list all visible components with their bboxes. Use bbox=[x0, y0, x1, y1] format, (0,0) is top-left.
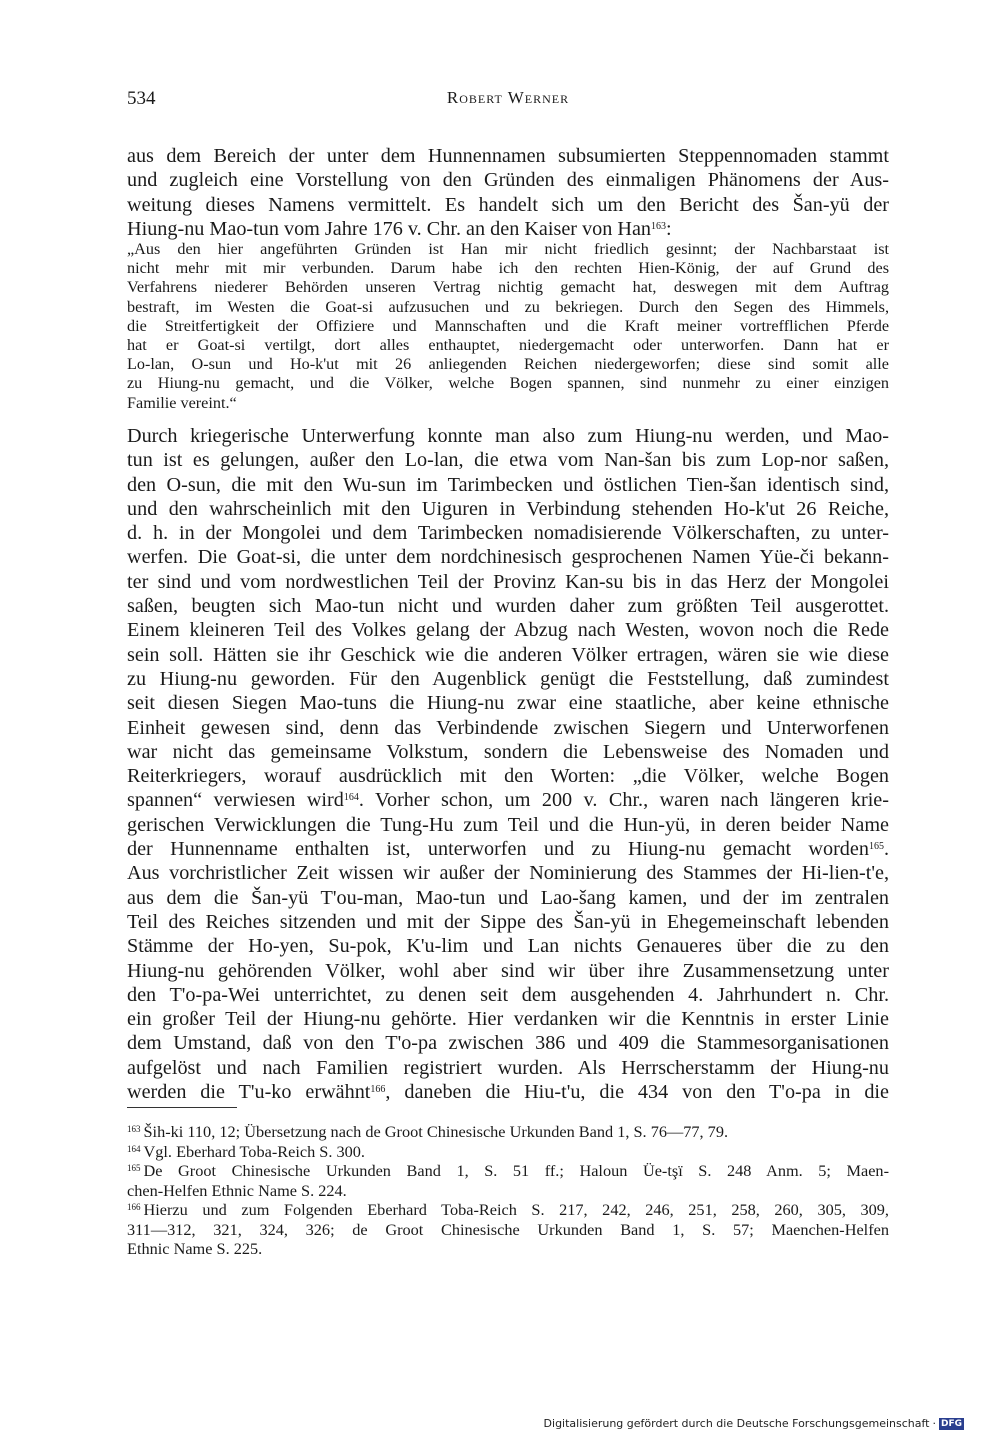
footnote-line bbox=[127, 1142, 889, 1162]
text-line bbox=[127, 886, 889, 910]
line-text: und zugleich eine Vorstellung von den Gründen des einmaligen Phänomens der Aus- bbox=[127, 169, 889, 192]
quote-line: nicht mehr mit mir verbunden. Darum habe ich den rechten Hien-König, der auf Grund des bbox=[127, 259, 889, 278]
page-footer bbox=[544, 1417, 964, 1430]
line-text: aus dem die Šan-yü T'ou-man, Mao-tun und Lao-šang kamen, und der im zentralen bbox=[127, 886, 889, 909]
line-text: den O-sun, die mit den Wu-sun im Tarimbecken und östlichen Tien-šan identisch sind, bbox=[127, 473, 889, 496]
intro-paragraph bbox=[127, 144, 889, 241]
text-line bbox=[127, 740, 889, 764]
line-text: Hiung-nu gehörenden Völker, wohl aber sind wir über ihre Zusammensetzung unter bbox=[127, 959, 889, 982]
footnote-number: 164 bbox=[127, 1143, 141, 1154]
line-text: : bbox=[666, 217, 672, 240]
text-line bbox=[127, 813, 889, 837]
line-text: Einheit gewesen sind, denn das Verbindende zwischen Siegern und Unterworfenen bbox=[127, 716, 889, 739]
line-text: weitung dieses Namens vermittelt. Es handelt sich um den Bericht des Šan-yü der bbox=[127, 193, 889, 216]
text-line bbox=[127, 910, 889, 934]
text-line bbox=[127, 570, 889, 594]
text-line bbox=[127, 691, 889, 715]
line-text: sein soll. Hätten sie ihr Geschick wie die anderen Völker ertragen, wären sie wie diese bbox=[127, 643, 889, 666]
text-line bbox=[127, 934, 889, 958]
footnote-text: chen-Helfen Ethnic Name S. 224. bbox=[127, 1180, 347, 1200]
line-text: den T'o-pa-Wei unterrichtet, zu denen seit dem ausgehenden 4. Jahrhundert n. Chr. bbox=[127, 983, 889, 1006]
text-line bbox=[127, 193, 889, 217]
line-text: der Hunnenname enthalten ist, unterworfen und zu Hiung-nu gemacht worden bbox=[127, 838, 869, 861]
footnote-text: 311—312, 321, 324, 326; de Groot Chinesische Urkunden Band 1, S. 57; Maenchen-Helfen bbox=[127, 1219, 889, 1239]
text-line bbox=[127, 861, 889, 885]
line-text: und den wahrscheinlich mit den Uiguren in Verbindung stehenden Ho-k'ut 26 Reiche, bbox=[127, 497, 889, 520]
line-text: seit diesen Siegen Mao-tuns die Hiung-nu zwar eine staatliche, aber keine ethnische bbox=[127, 692, 889, 715]
line-text: . bbox=[883, 838, 889, 861]
quote-line: bestraft, im Westen die Goat-si aufzusuchen und zu bekriegen. Durch den Segen des Himmels, bbox=[127, 297, 889, 316]
text-line bbox=[127, 618, 889, 642]
text-line bbox=[127, 1007, 889, 1031]
dfg-logo-icon: DFG bbox=[940, 1418, 962, 1429]
quote-line: zu Hiung-nu gemacht, und die Völker, welche Bogen spannen, sind nunmehr zu einer einzigen bbox=[127, 374, 889, 393]
footnote-text: Ših-ki 110, 12; Übersetzung nach de Groot Chinesische Urkunden Band 1, S. 76—77, 79. bbox=[143, 1122, 729, 1141]
line-text: Einem kleineren Teil des Volkes gelang der Abzug nach Westen, wovon noch die Rede bbox=[127, 619, 889, 642]
footnote-line bbox=[127, 1181, 889, 1201]
footnote-line bbox=[127, 1122, 889, 1142]
footer-separator: · bbox=[932, 1417, 936, 1430]
line-text: gerischen Verwicklungen die Tung-Hu zum Teil und die Hun-yü, in deren beider Name bbox=[127, 813, 889, 836]
footnotes bbox=[127, 1122, 889, 1259]
line-text: Hiung-nu Mao-tun vom Jahre 176 v. Chr. an den Kaiser von Han bbox=[127, 217, 652, 240]
text-line bbox=[127, 448, 889, 472]
line-text: aus dem Bereich der unter dem Hunnennamen subsumierten Steppennomaden stammt bbox=[127, 145, 889, 167]
line-text: Stämme der Ho-yen, Su-pok, K'u-lim und Lan nichts Genaueres über die zu den bbox=[127, 935, 889, 958]
line-text: dem Umstand, daß von den T'o-pa zwischen 386 und 409 die Stammesorganisationen bbox=[127, 1032, 889, 1055]
text-line bbox=[127, 643, 889, 667]
line-text: spannen“ verwiesen wird bbox=[127, 789, 344, 812]
footnote-divider bbox=[127, 1107, 237, 1108]
footnote-text: Hierzu und zum Folgenden Eberhard Toba-Reich S. 217, 242, 246, 251, 258, 260, 305, 309, bbox=[143, 1200, 889, 1219]
quote-line: Verfahrens niederer Behörden unseren Vertrag nichtig gemacht hat, deswegen mit dem Auftrag bbox=[127, 278, 889, 297]
line-text: , daneben die Hiu-t'u, die 434 von den T'o-pa in die bbox=[385, 1081, 889, 1104]
text-line bbox=[127, 764, 889, 788]
footnote-ref: 164 bbox=[343, 792, 359, 804]
line-text: zu Hiung-nu geworden. Für den Augenblick genügt die Feststellung, daß zumindest bbox=[127, 667, 889, 690]
footnote-text: De Groot Chinesische Urkunden Band 1, S. 51 ff.; Haloun Üe-tşï S. 248 Anm. 5; Maen- bbox=[143, 1161, 889, 1180]
text-line bbox=[127, 545, 889, 569]
quote-line: Lo-lan, O-sun und Ho-k'ut mit 26 anliegenden Reichen niedergeworfen; diese sind somit alle bbox=[127, 355, 889, 374]
line-text: werfen. Die Goat-si, die unter dem nordchinesisch gesprochenen Namen Yüe-či bekann- bbox=[127, 546, 889, 569]
text-line bbox=[127, 716, 889, 740]
text-line bbox=[127, 983, 889, 1007]
line-text: war nicht das gemeinsame Volkstum, sondern die Lebensweise des Nomaden und bbox=[127, 740, 889, 763]
footnote-ref: 163 bbox=[651, 220, 667, 232]
footnote-text: Ethnic Name S. 225. bbox=[127, 1239, 263, 1258]
line-text: Aus vorchristlicher Zeit wissen wir außer der Nominierung des Stammes der Hi-lien-t'e, bbox=[127, 862, 889, 885]
line-text: werden die T'u-ko erwähnt bbox=[127, 1081, 371, 1104]
text-line bbox=[127, 144, 889, 168]
running-head: Robert Werner bbox=[446, 88, 570, 107]
line-text: ein großer Teil der Hiung-nu gehörte. Hier verdanken wir die Kenntnis in erster Linie bbox=[127, 1008, 889, 1031]
footnote-number: 165 bbox=[127, 1163, 141, 1173]
text-line bbox=[127, 217, 889, 241]
footnote-line bbox=[127, 1161, 889, 1181]
footnote-line bbox=[127, 1239, 889, 1259]
footer-credit: Digitalisierung gefördert durch die Deutsche Forschungsgemeinschaft bbox=[543, 1417, 930, 1430]
text-line bbox=[127, 594, 889, 618]
block-quote bbox=[127, 240, 889, 413]
page-header bbox=[127, 88, 889, 118]
line-text: Reiterkriegers, worauf ausdrücklich mit den Worten: „die Völker, welche Bogen bbox=[127, 765, 889, 788]
footnote-number: 166 bbox=[127, 1202, 141, 1212]
footnote-number: 163 bbox=[127, 1124, 141, 1134]
quote-line: die Streitfertigkeit der Offiziere und Mannschaften und die Kraft meiner vortrefflichen Pferde bbox=[127, 316, 889, 335]
page-number: 534 bbox=[127, 88, 156, 109]
text-line bbox=[127, 521, 889, 545]
line-text: ter sind und vom nordwestlichen Teil der Provinz Kan-su bis in das Herz der Mongolei bbox=[127, 570, 889, 593]
text-line bbox=[127, 788, 889, 812]
text-line bbox=[127, 1056, 889, 1080]
line-text: saßen, beugten sich Mao-tun nicht und wurden daher zum größten Teil ausgerottet. bbox=[127, 595, 889, 618]
quote-line: Familie vereint.“ bbox=[127, 393, 237, 412]
text-line bbox=[127, 1080, 889, 1104]
text-line bbox=[127, 497, 889, 521]
footnote-ref: 166 bbox=[370, 1084, 386, 1096]
footnote-ref: 165 bbox=[868, 841, 884, 853]
main-paragraph bbox=[127, 424, 889, 1104]
line-text: d. h. in der Mongolei und dem Tarimbecken nomadisierende Völkerschaften, zu unter- bbox=[127, 522, 889, 545]
line-text: tun ist es gelungen, außer den Lo-lan, die etwa vom Nan-šan bis zum Lop-nor saßen, bbox=[127, 449, 889, 472]
text-line bbox=[127, 424, 889, 448]
footnote-line bbox=[127, 1200, 889, 1220]
footnote-line bbox=[127, 1220, 889, 1240]
line-text: aufgelöst und nach Familien registriert wurden. Als Herrscherstamm der Hiung-nu bbox=[127, 1056, 889, 1079]
text-line bbox=[127, 959, 889, 983]
text-line bbox=[127, 473, 889, 497]
line-text: Teil des Reiches sitzenden und mit der Sippe des Šan-yü in Ehegemeinschaft lebenden bbox=[127, 910, 889, 933]
text-line bbox=[127, 168, 889, 192]
text-line bbox=[127, 1031, 889, 1055]
line-text: Durch kriegerische Unterwerfung konnte man also zum Hiung-nu werden, und Mao- bbox=[127, 425, 889, 447]
quote-line: hat er Goat-si vertilgt, dort alles enthauptet, niedergemacht oder unterworfen. Dann hat er bbox=[127, 335, 889, 354]
quote-line: „Aus den hier angeführten Gründen ist Han mir nicht friedlich gesinnt; der Nachbarstaat ist bbox=[127, 240, 889, 258]
footnote-text: Vgl. Eberhard Toba-Reich S. 300. bbox=[143, 1141, 365, 1161]
line-text: . Vorher schon, um 200 v. Chr., waren nach längeren krie- bbox=[358, 789, 889, 812]
text-line bbox=[127, 667, 889, 691]
text-line bbox=[127, 837, 889, 861]
